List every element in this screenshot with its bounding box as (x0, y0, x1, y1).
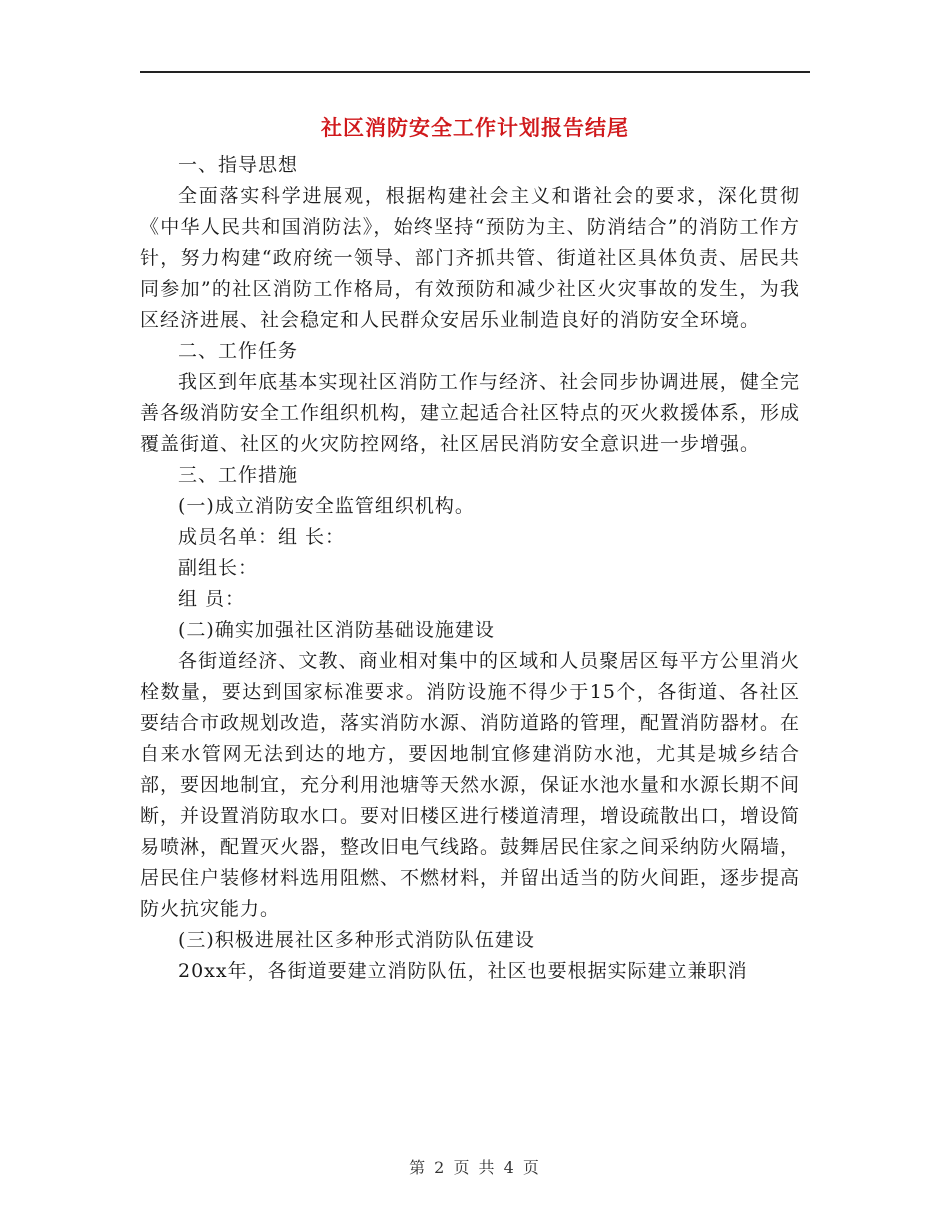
paragraph-infrastructure: 各街道经济、文教、商业相对集中的区域和人员聚居区每平方公里消火栓数量，要达到国家标准要求。消防设施不得少于15个，各街道、各社区要结合市政规划改造，落实消防水源、消防道路的管理，配置消防器材。在自来水管网无法到达的地方，要因地制宜修建消防水池，尤其是城乡结合部，要因地制宜，充分利用池塘等天然水源，保证水池水量和水源长期不间断，并设置消防取水口。要对旧楼区进行楼道清理，增设疏散出口，增设简易喷淋，配置灭火器，整改旧电气线路。鼓舞居民住家之间采纳防火隔墙，居民住户装修材料选用阻燃、不燃材料，并留出适当的防火间距，逐步提高防火抗灾能力。 (140, 650, 801, 920)
subheading-organization: (一)成立消防安全监管组织机构。 (178, 495, 475, 517)
page-footer: 第 2 页 共 4 页 (409, 1158, 541, 1177)
document-title: 社区消防安全工作计划报告结尾 (321, 115, 629, 140)
paragraph-guiding-ideology: 全面落实科学进展观，根据构建社会主义和谐社会的要求，深化贯彻《中华人民共和国消防法》，始终坚持“预防为主、防消结合”的消防工作方针，努力构建“政府统一领导、部门齐抓共管、街道社区具体负责、居民共同参加”的社区消防工作格局，有效预防和减少社区火灾事故的发生，为我区经济进展、社会稳定和人民群众安居乐业制造良好的消防安全环境。 (140, 185, 800, 331)
member-list-deputy: 副组长： (178, 557, 259, 579)
subheading-infrastructure: (二)确实加强社区消防基础设施建设 (178, 619, 495, 641)
document-body (140, 150, 800, 987)
heading-work-tasks: 二、工作任务 (178, 340, 299, 362)
heading-guiding-ideology: 一、指导思想 (178, 154, 299, 176)
subheading-fire-teams: (三)积极进展社区多种形式消防队伍建设 (178, 929, 535, 951)
paragraph-work-tasks: 我区到年底基本实现社区消防工作与经济、社会同步协调进展，健全完善各级消防安全工作组织机构，建立起适合社区特点的灭火救援体系，形成覆盖街道、社区的火灾防控网络，社区居民消防安全意识进一步增强。 (140, 371, 801, 455)
member-list-members: 组 员： (178, 588, 246, 610)
heading-work-measures: 三、工作措施 (178, 464, 299, 486)
header-rule (140, 71, 810, 73)
paragraph-fire-teams: 20xx年，各街道要建立消防队伍，社区也要根据实际建立兼职消 (178, 960, 748, 982)
member-list-leader: 成员名单：组 长： (178, 526, 346, 548)
